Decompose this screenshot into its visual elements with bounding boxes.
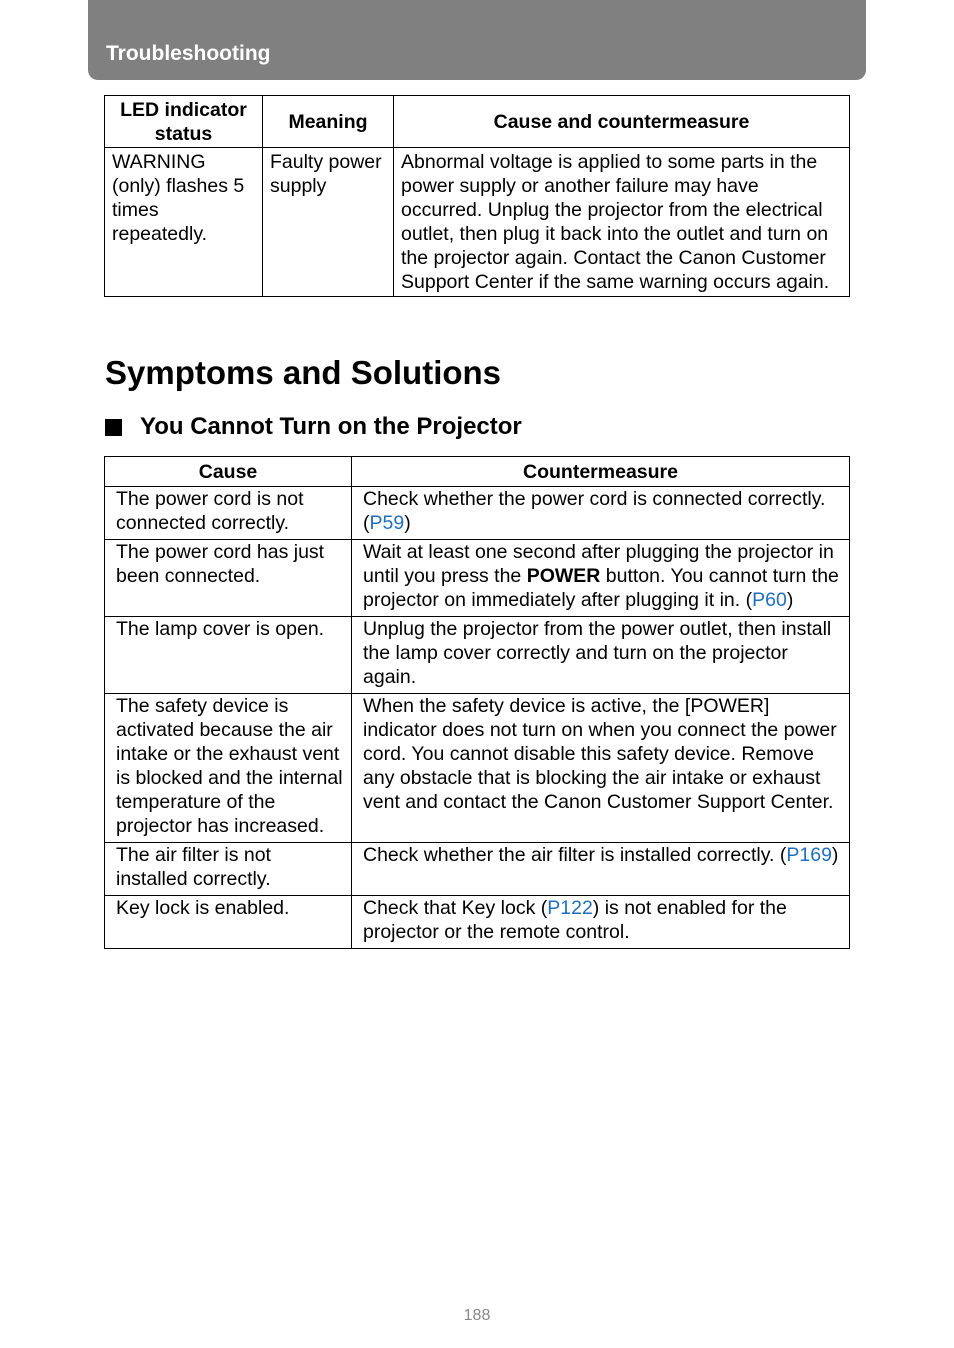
- led-status-cell: WARNING (only) flashes 5 times repeatedly.: [105, 148, 263, 297]
- column-header: Cause: [105, 457, 352, 487]
- cause-cell: Abnormal voltage is applied to some parts in the power supply or another failure may have occurred. Unplug the projector from the electrical outlet, then plug it back into the outlet and turn on the projector again. Contact the Canon Customer Support Center if the same warning occurs again.: [394, 148, 850, 297]
- countermeasure-text: ): [786, 589, 794, 611]
- table-row: [105, 148, 850, 297]
- symptoms-table: [104, 456, 850, 949]
- countermeasure-cell: [352, 694, 850, 843]
- meaning-cell: Faulty power supply: [263, 148, 394, 297]
- square-bullet-icon: [105, 419, 122, 436]
- led-indicator-table: [104, 95, 850, 297]
- cause-cell: The power cord has just been connected.: [105, 540, 352, 617]
- table-row: [105, 896, 850, 949]
- countermeasure-text: When the safety device is active, the [POWER] indicator does not turn on when you connect the power cord. You cannot disable this safety device. Remove any obstacle that is blocking the air intake or exhaust vent and contact the Canon Customer Support Center.: [363, 695, 837, 813]
- countermeasure-text: button. You cannot turn the projector on immediately after plugging it in. (: [363, 565, 839, 611]
- page-link[interactable]: P169: [786, 844, 832, 866]
- countermeasure-cell: [352, 617, 850, 694]
- countermeasure-cell: [352, 540, 850, 617]
- page-link[interactable]: P122: [547, 897, 593, 919]
- table-row: [105, 617, 850, 694]
- column-header: Countermeasure: [352, 457, 850, 487]
- countermeasure-text: Check whether the power cord is connected correctly. (: [363, 488, 826, 534]
- page-header: [88, 0, 866, 80]
- column-header: LED indicator status: [105, 96, 263, 148]
- table-row: [105, 694, 850, 843]
- countermeasure-text: Check that Key lock (: [363, 897, 548, 919]
- countermeasure-text: Check whether the air filter is installed correctly. (: [363, 844, 787, 866]
- cause-cell: The safety device is activated because the air intake or the exhaust vent is blocked and the internal temperature of the projector has increased.: [105, 694, 352, 843]
- page-link[interactable]: P60: [752, 589, 787, 611]
- section-title: Symptoms and Solutions: [105, 354, 502, 391]
- cause-cell: The air filter is not installed correctly.: [105, 843, 352, 896]
- header-title: Troubleshooting: [106, 42, 271, 65]
- power-button-label: POWER: [526, 565, 601, 587]
- countermeasure-text: ): [404, 512, 411, 534]
- table-header-row: [105, 457, 850, 487]
- subsection-title-text: You Cannot Turn on the Projector: [140, 413, 522, 440]
- table-row: [105, 843, 850, 896]
- column-header: Cause and countermeasure: [394, 96, 850, 148]
- countermeasure-cell: [352, 896, 850, 949]
- column-header: Meaning: [263, 96, 394, 148]
- cause-cell: Key lock is enabled.: [105, 896, 352, 949]
- page-number: 188: [463, 1307, 491, 1324]
- cause-cell: The lamp cover is open.: [105, 617, 352, 694]
- page-link[interactable]: P59: [369, 512, 405, 534]
- countermeasure-cell: [352, 843, 850, 896]
- subsection-title: [105, 413, 522, 441]
- countermeasure-cell: [352, 487, 850, 540]
- countermeasure-text: ) is not enabled for the projector or the remote control.: [363, 897, 787, 943]
- countermeasure-text: Unplug the projector from the power outlet, then install the lamp cover correctly and turn on the projector again.: [363, 618, 832, 688]
- table-header-row: [105, 96, 850, 148]
- cause-cell: The power cord is not connected correctly.: [105, 487, 352, 540]
- table-row: [105, 540, 850, 617]
- countermeasure-text: ): [831, 844, 839, 866]
- countermeasure-text: Wait at least one second after plugging the projector in until you press the: [363, 541, 834, 587]
- table-row: [105, 487, 850, 540]
